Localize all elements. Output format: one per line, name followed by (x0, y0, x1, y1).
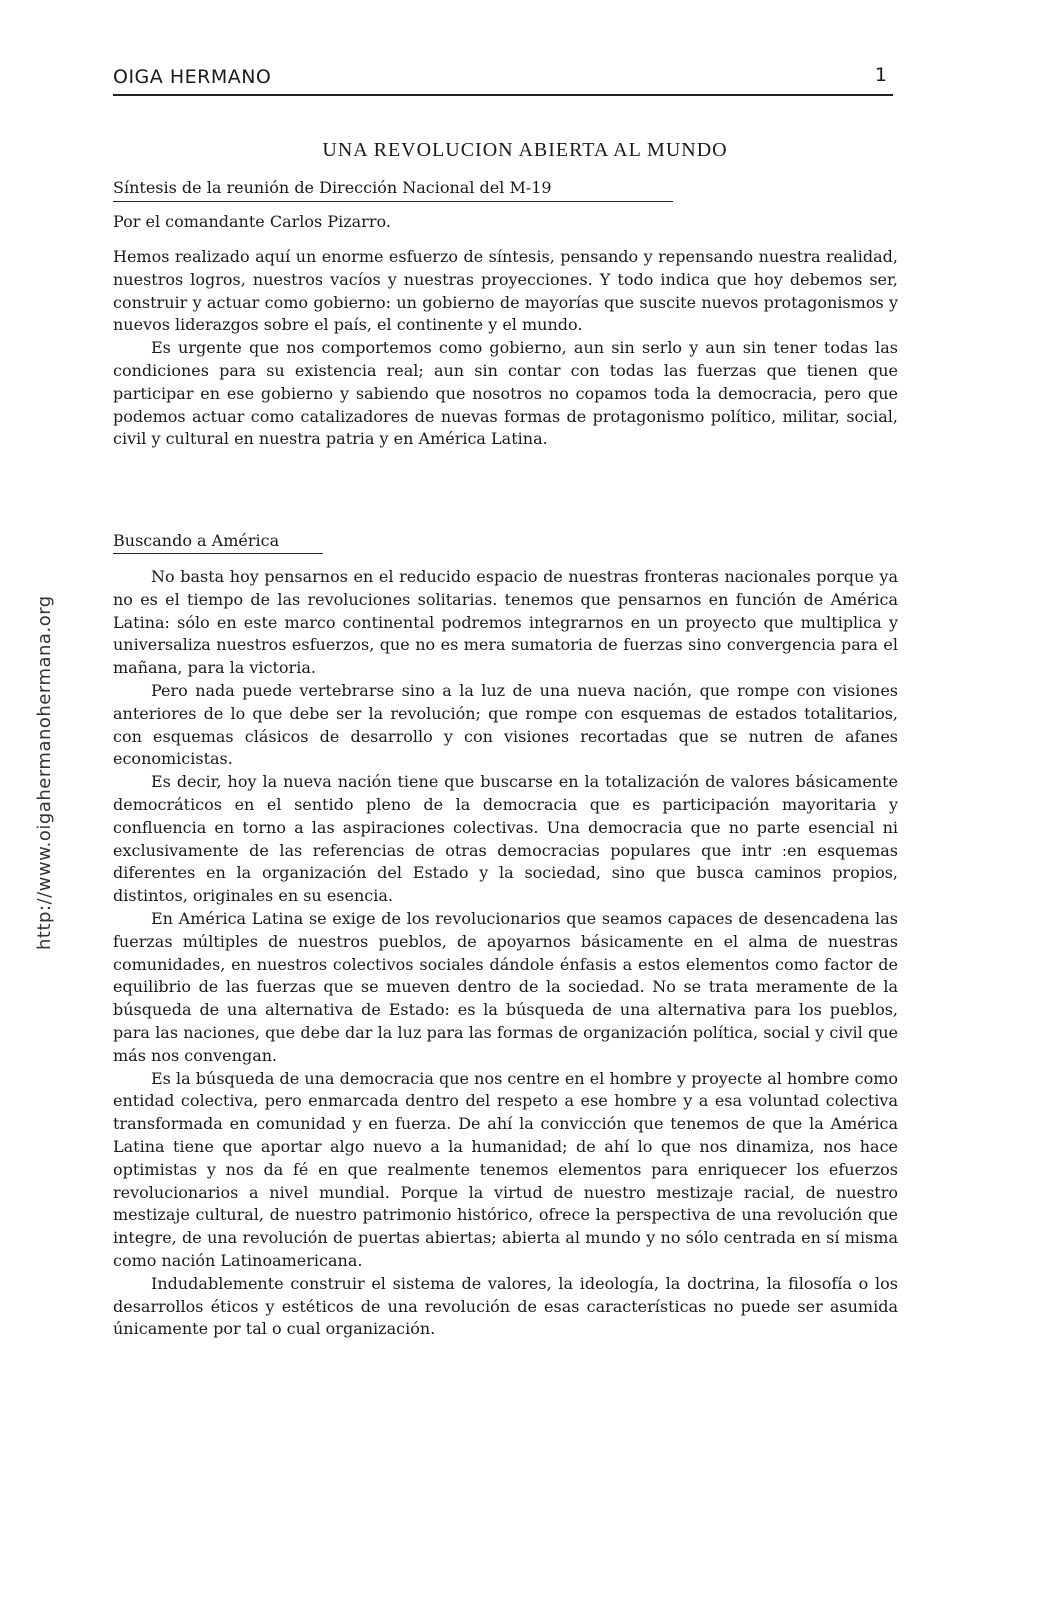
side-watermark-url: http://www.oigahermanohermana.org (34, 595, 55, 950)
section-paragraph: Es la búsqueda de una democracia que nos centre en el hombre y proyecte al hombre como entidad colectiva, pero enmarcada dentro del respeto a ese hombre y a esa voluntad colectiva transformada en comunidad y en fuerza. De ahí la convicción que tenemos de que la América Latina tiene que aportar algo nuevo a la humanidad; de ahí lo que nos dinamiza, nos hace optimistas y nos da fé en que realmente tenemos elementos para enriquecer los efuerzos revolucionarios a nivel mundial. Porque la virtud de nuestro mestizaje racial, de nuestro mestizaje cultural, de nuestro patrimonio histórico, ofrece la perspectiva de una revolución que integre, de una revolución de puertas abiertas; abierta al mundo y no sólo centrada en sí misma como nación Latinoamericana. (113, 1068, 898, 1270)
section-heading: Buscando a América (113, 531, 323, 554)
journal-title: OIGA HERMANO (113, 66, 272, 88)
article-title: UNA REVOLUCION ABIERTA AL MUNDO (322, 139, 728, 161)
page-number: 1 (874, 64, 887, 86)
article-subtitle: Síntesis de la reunión de Dirección Nacional del M-19 (113, 178, 673, 202)
section-text (113, 566, 898, 1341)
running-header (113, 64, 893, 96)
intro-paragraph: Es urgente que nos comportemos como gobierno, aun sin serlo y aun sin tener todas las condiciones para su existencia real; aun sin contar con todas las fuerzas que tienen que participar en ese gobierno y sabiendo que nosotros no copamos toda la democracia, pero que podemos actuar como catalizadores de nuevas formas de protagonismo político, militar, social, civil y cultural en nuestra patria y en América Latina. (113, 338, 898, 449)
section-paragraph: Pero nada puede vertebrarse sino a la luz de una nueva nación, que rompe con visiones anteriores de lo que debe ser la revolución; que rompe con esquemas de estados totalitarios, con esquemas clásicos de desarrollo y con visiones recortadas que se nutren de afanes economicistas. (113, 680, 898, 769)
section-paragraph: En América Latina se exige de los revolucionarios que seamos capaces de desencadena las fuerzas múltiples de nuestros pueblos, de apoyarnos básicamente en el alma de nuestras comunidades, en nuestros colectivos sociales dándole énfasis a estos elementos como factor de equilibrio de las fuerzas que se mueven dentro de la sociedad. No se trata meramente de la búsqueda de una alternativa de Estado: es la búsqueda de una alternativa para los pueblos, para las naciones, que debe dar la luz para las formas de organización política, social y civil que más nos convengan. (113, 908, 898, 1065)
section-paragraph: Indudablemente construir el sistema de valores, la ideología, la doctrina, la filosofía o los desarrollos éticos y estéticos de una revolución de esas características no puede ser asumida únicamente por tal o cual organización. (113, 1273, 898, 1339)
section-paragraph: Es decir, hoy la nueva nación tiene que buscarse en la totalización de valores básicamente democráticos en el sentido pleno de la democracia que es participación mayoritaria y confluencia en torno a las aspiraciones colectivas. Una democracia que no parte esencial ni exclusivamente de las referencias de otras democracias populares que intr ːen esquemas diferentes en la organización del Estado y la sociedad, sino que busca caminos propios, distintos, originales en su esencia. (113, 772, 898, 906)
article-byline: Por el comandante Carlos Pizarro. (113, 212, 391, 231)
intro-paragraph: Hemos realizado aquí un enorme esfuerzo de síntesis, pensando y repensando nuestra realidad, nuestros logros, nuestros vacíos y nuestras proyecciones. Y todo indica que hoy debemos ser, construir y actuar como gobierno: un gobierno de mayorías que suscite nuevos protagonismos y nuevos liderazgos sobre el país, el continente y el mundo. (113, 247, 898, 335)
intro-text (113, 246, 898, 451)
section-paragraph: No basta hoy pensarnos en el reducido espacio de nuestras fronteras nacionales porque ya no es el tiempo de las revoluciones solitarias. tenemos que pensarnos en función de América Latina: sólo en este marco continental podremos integrarnos en un proyecto que multiplica y universaliza nuestros esfuerzos, que no es mera sumatoria de fuerzas sino convergencia para el mañana, para la victoria. (113, 567, 898, 678)
